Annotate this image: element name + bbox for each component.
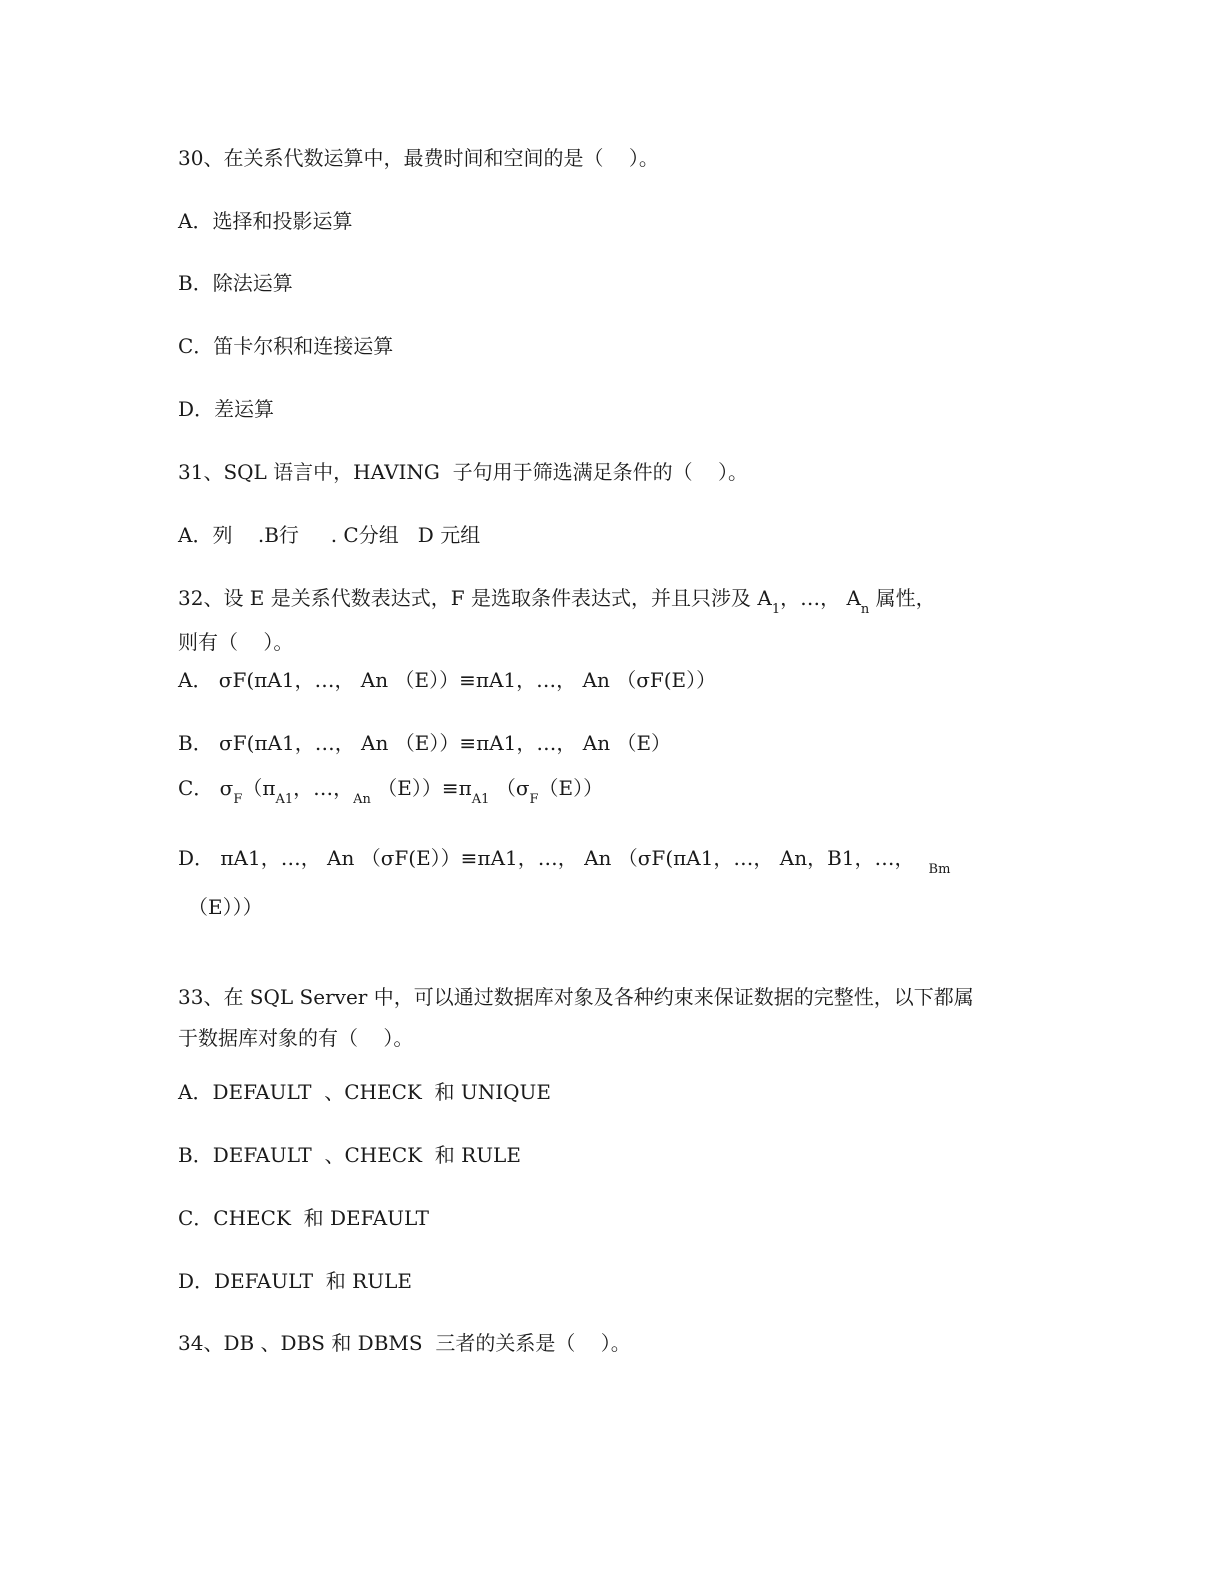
q30-option-d: D．差运算 (178, 397, 275, 421)
q32c-part-2: （π (242, 776, 276, 800)
q32-option-c (178, 776, 604, 807)
q32-option-a: A． σF(πA1，…， An （E））≡πA1，…， An （σF(E）） (178, 668, 717, 692)
q32-sub-1: 1 (771, 602, 781, 617)
q32c-sub-3: An (353, 792, 371, 807)
q32-sub-n: n (860, 602, 870, 617)
q34-stem: 34、DB 、DBS 和 DBMS 三者的关系是（ ）。 (178, 1331, 631, 1355)
q32c-part-6: （E）） (538, 776, 604, 800)
q32-stem-pre: 32、设 E 是关系代数表达式，F 是选取条件表达式，并且只涉及 A (178, 586, 772, 610)
q33-stem-line2: 于数据库对象的有（ ）。 (178, 1026, 414, 1050)
q33-stem-line1: 33、在 SQL Server 中，可以通过数据库对象及各种约束来保证数据的完整性，以下都属 (178, 985, 974, 1009)
q32-option-d-line2: （E））） (188, 895, 263, 919)
q32c-sub-5: F (529, 792, 539, 807)
q31-options: A．列 .B行 . C分组 D 元组 (178, 523, 481, 547)
q32-stem-mid: ，…， A (780, 586, 861, 610)
q32-stem-line2: 则有（ ）。 (178, 630, 294, 654)
q33-option-d: D．DEFAULT 和 RULE (178, 1269, 412, 1293)
q32c-part-1: C． σ (178, 776, 234, 800)
q32d-sub-bm: Bm (928, 862, 951, 877)
q32-option-d-line1 (178, 846, 951, 877)
q30-stem: 30、在关系代数运算中，最费时间和空间的是（ ）。 (178, 146, 659, 170)
q30-option-b: B．除法运算 (178, 271, 293, 295)
q32c-sub-2: A1 (275, 792, 294, 807)
q30-option-c: C．笛卡尔积和连接运算 (178, 334, 394, 358)
q32c-part-3: ，…， (293, 776, 354, 800)
q33-option-c: C．CHECK 和 DEFAULT (178, 1206, 430, 1230)
q31-stem: 31、SQL 语言中，HAVING 子句用于筛选满足条件的（ ）。 (178, 460, 749, 484)
q33-option-a: A．DEFAULT 、CHECK 和 UNIQUE (178, 1080, 551, 1104)
q33-option-b: B．DEFAULT 、CHECK 和 RULE (178, 1143, 521, 1167)
q30-option-a: A．选择和投影运算 (178, 209, 353, 233)
q32-stem-line1 (178, 586, 936, 617)
q32c-part-4: （E））≡π (370, 776, 472, 800)
q32d-text: D． πA1，…， An （σF(E））≡πA1，…， An （σF(πA1，…， An，B1，…， (178, 846, 915, 870)
q32-option-b: B． σF(πA1，…， An （E））≡πA1，…， An （E） (178, 731, 672, 755)
q32c-part-5: （σ (489, 776, 530, 800)
q32c-sub-4: A1 (471, 792, 490, 807)
q32c-sub-1: F (233, 792, 243, 807)
q32-stem-post: 属性， (869, 586, 936, 610)
